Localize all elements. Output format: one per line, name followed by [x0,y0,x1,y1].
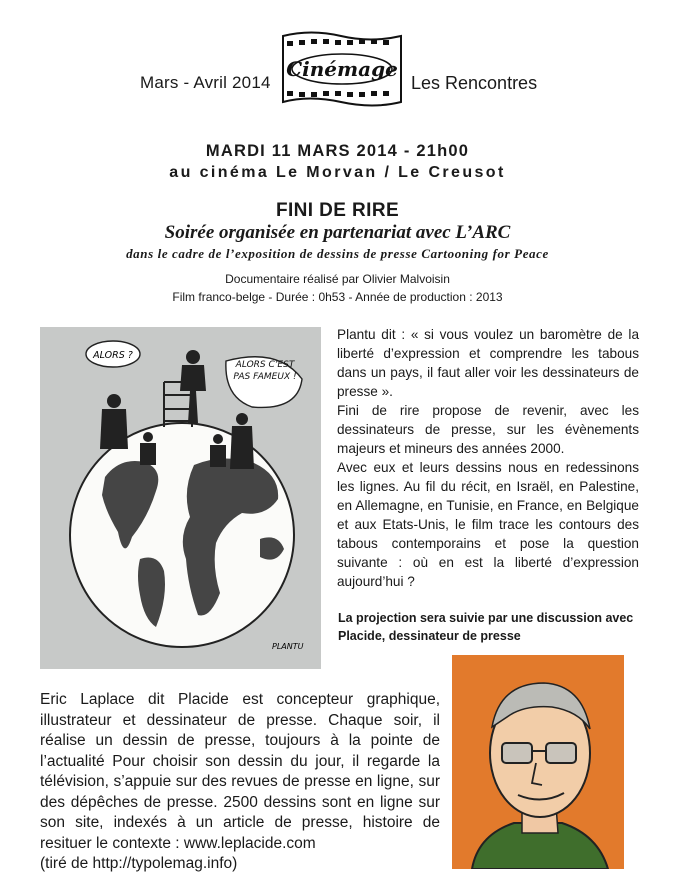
bio-text: Eric Laplace dit Placide est concepteur graphique, illustrateur et dessinateur de presse. Chaque soir, il réalise un dessin de presse, toujours à la pointe de l’actualité Pour choisir son dessin du jour, il regarde la télévision, s’appuie sur des revues de presse en ligne, sur des dépêches de presse. 2500 dessins sont en ligne sur son site, indexés à un article de presse, histoire de resituer le contexte : www.leplacide.com [40,691,440,852]
placide-portrait [452,655,624,869]
cartoon-signature: PLANTU [272,642,304,651]
description-paragraph-1: Plantu dit : « si vous voulez un baromètre de la liberté d’expression et comprendre les tabous dans un pays, il faut aller voir les dessinateurs de presse ». [337,327,639,399]
description-paragraph-3: Avec eux et leurs dessins nous en redessinons les lignes. Au fil du récit, en Israël, en Palestine, en Allemagne, en Tunisie, en France, en Belgique et aux Etats-Unis, le film trace les contours des tabous contemporains et pose la question suivante : où en est la liberté d’expression aujourd’hui ? [337,460,639,589]
credit-label: Documentaire réalisé par [225,272,360,286]
director-name: Olivier Malvoisin [362,272,450,286]
cinemage-logo [277,28,406,110]
event-subtitle: Soirée organisée en partenariat avec L’ARC [164,222,511,243]
event-date: MARDI 11 MARS 2014 - 21h00 [205,142,470,160]
issue-period: Mars - Avril 2014 [140,73,271,92]
placide-bio [40,690,440,875]
film-description [337,325,639,591]
film-credit [0,272,675,286]
event-context: dans le cadre de l’exposition de dessins de presse Cartooning for Peace [126,246,549,261]
discussion-note: La projection sera suivie par une discussion avec Placide, dessinateur de presse [338,611,634,643]
description-paragraph-2: Fini de rire propose de revenir, avec les dessinateurs de presse, sur les évènements majeurs et mineurs des années 2000. [337,403,639,456]
bubble-left-text: ALORS ? [93,350,133,361]
bio-source: (tiré de http://typolemag.info) [40,855,238,872]
section-label: Les Rencontres [411,73,538,93]
film-title: FINI DE RIRE [275,200,400,221]
plantu-cartoon [40,327,321,669]
logo-text: Cinémage [286,57,398,81]
event-venue: au cinéma Le Morvan / Le Creusot [169,164,506,181]
film-info: Film franco-belge - Durée : 0h53 - Année de production : 2013 [172,290,503,304]
bubble-right-text: ALORS C’EST PAS FAMEUX ! [233,360,297,382]
